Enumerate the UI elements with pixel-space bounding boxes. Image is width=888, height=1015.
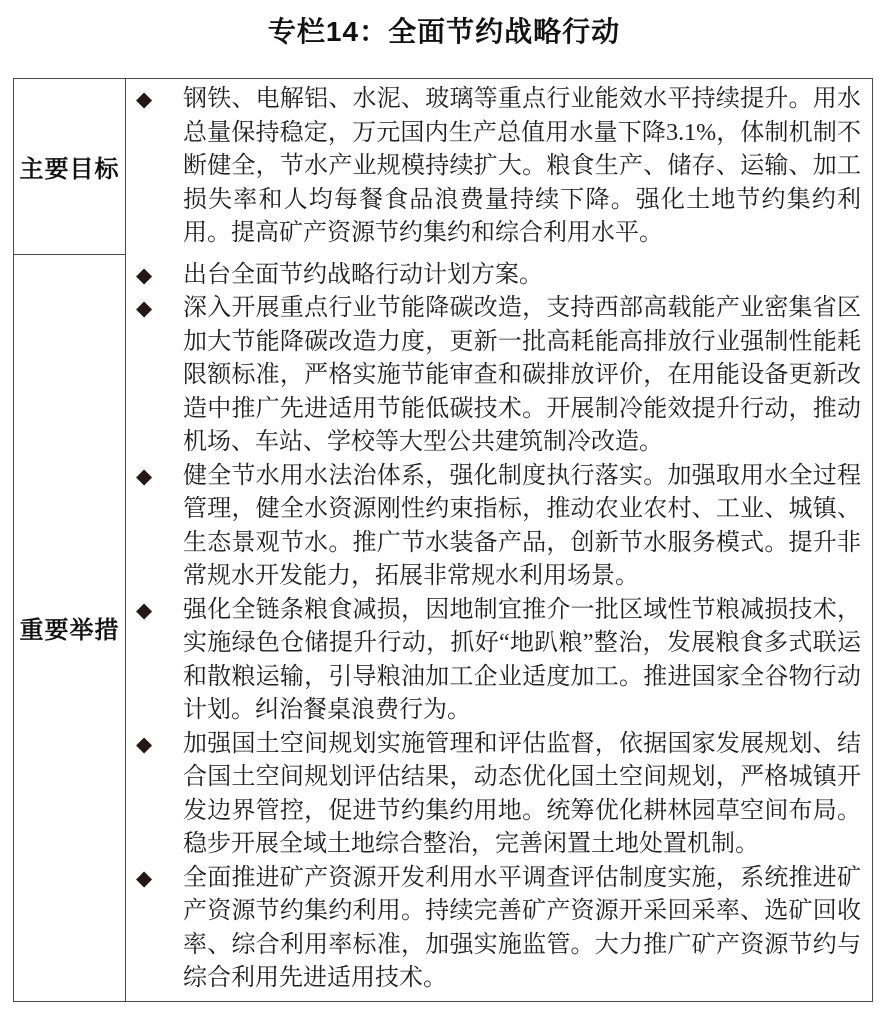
list-item bbox=[126, 292, 861, 460]
label-cell-goals: 主要目标 bbox=[14, 79, 126, 255]
list-item bbox=[126, 460, 861, 594]
content-cell-measures bbox=[126, 255, 872, 1001]
list-item bbox=[126, 862, 861, 996]
bullet-text: 全面推进矿产资源开发利用水平调查评估制度实施，系统推进矿产资源节约集约利用。持续完善矿产资源开采回采率、选矿回收率、综合利用率标准，加强实施监管。大力推广矿产资源节约与综合利用先进适用技术。 bbox=[183, 864, 861, 991]
box-table bbox=[13, 78, 873, 1002]
bullet-list bbox=[126, 83, 861, 251]
bullet-text: 深入开展重点行业节能降碳改造，支持西部高载能产业密集省区加大节能降碳改造力度，更新一批高耗能高排放行业强制性能耗限额标准，严格实施节能审查和碳排放评价，在用能设备更新改造中推广先进适用节能低碳技术。开展制冷能效提升行动，推动机场、车站、学校等大型公共建筑制冷改造。 bbox=[183, 295, 861, 455]
table-row-measures bbox=[14, 255, 872, 1001]
diamond-bullet-icon: ◆ bbox=[136, 865, 153, 890]
bullet-text: 出台全面节约战略行动计划方案。 bbox=[183, 261, 543, 288]
list-item bbox=[126, 728, 861, 862]
bullet-text: 加强国土空间规划实施管理和评估监督，依据国家发展规划、结合国土空间规划评估结果，动态优化国土空间规划，严格城镇开发边界管控，促进节约集约用地。统筹优化耕林园草空间布局。稳步开展全域土地综合整治，完善闲置土地处置机制。 bbox=[183, 730, 861, 857]
diamond-bullet-icon: ◆ bbox=[136, 597, 153, 622]
diamond-bullet-icon: ◆ bbox=[136, 463, 153, 488]
bullet-list bbox=[126, 259, 861, 996]
content-cell-goals bbox=[126, 79, 872, 255]
list-item bbox=[126, 594, 861, 728]
table-row-goals bbox=[14, 79, 872, 255]
box-title: 专栏14：全面节约战略行动 bbox=[267, 16, 621, 47]
list-item bbox=[126, 259, 861, 293]
bullet-text: 健全节水用水法治体系，强化制度执行落实。加强取用水全过程管理，健全水资源刚性约束指标，推动农业农村、工业、城镇、生态景观节水。推广节水装备产品，创新节水服务模式。提升非常规水开发能力，拓展非常规水利用场景。 bbox=[183, 462, 861, 589]
bullet-text: 钢铁、电解铝、水泥、玻璃等重点行业能效水平持续提升。用水总量保持稳定，万元国内生产总值用水量下降3.1%，体制机制不断健全，节水产业规模持续扩大。粮食生产、储存、运输、加工损失率和人均每餐食品浪费量持续下降。强化土地节约集约利用。提高矿产资源节约集约和综合利用水平。 bbox=[183, 86, 861, 246]
diamond-bullet-icon: ◆ bbox=[136, 296, 153, 320]
bullet-text: 强化全链条粮食减损，因地制宜推介一批区域性节粮减损技术，实施绿色仓储提升行动，抓好“地趴粮”整治，发展粮食多式联运和散粮运输，引导粮油加工企业适度加工。推进国家全谷物行动计划。纠治餐桌浪费行为。 bbox=[183, 596, 861, 723]
list-item bbox=[126, 83, 861, 251]
label-cell-measures: 重要举措 bbox=[14, 255, 126, 1001]
diamond-bullet-icon: ◆ bbox=[136, 262, 153, 287]
diamond-bullet-icon: ◆ bbox=[136, 731, 153, 756]
diamond-bullet-icon: ◆ bbox=[136, 87, 153, 111]
